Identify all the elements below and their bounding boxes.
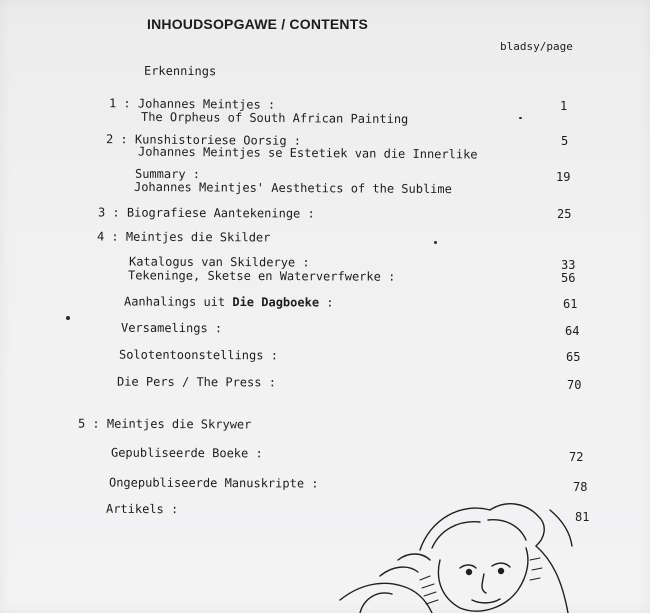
toc-entry-aanhalings-prefix: Aanhalings uit bbox=[123, 294, 233, 310]
toc-page-61: 61 bbox=[563, 297, 578, 311]
toc-page-72: 72 bbox=[569, 450, 584, 464]
toc-entry-2-heading: 2 : Kunshistoriese Oorsig : bbox=[105, 132, 302, 148]
toc-page-81: 81 bbox=[575, 510, 590, 524]
toc-entry-katalogus: Katalogus van Skilderye : bbox=[128, 254, 310, 270]
page-title: INHOUDSOPGAWE / CONTENTS bbox=[147, 16, 369, 32]
toc-entry-summary: Summary : bbox=[134, 166, 201, 182]
toc-page-33: 33 bbox=[561, 258, 576, 272]
portrait-sketch bbox=[300, 480, 650, 613]
ink-dot bbox=[519, 117, 522, 119]
toc-page-56: 56 bbox=[561, 271, 576, 285]
toc-page-19: 19 bbox=[556, 170, 571, 184]
toc-entry-3: 3 : Biografiese Aantekeninge : bbox=[97, 205, 315, 221]
toc-entry-aanhalings-suffix: : bbox=[319, 295, 334, 310]
ink-dot bbox=[434, 241, 437, 244]
toc-entry-versamelings: Versamelings : bbox=[120, 320, 223, 336]
toc-page-64: 64 bbox=[565, 324, 580, 338]
toc-entry-4: 4 : Meintjes die Skilder bbox=[96, 229, 271, 245]
toc-entry-1-subtitle: The Orpheus of South African Painting bbox=[140, 109, 409, 127]
toc-entry-gepubliseerde: Gepubliseerde Boeke : bbox=[110, 445, 263, 461]
toc-entry-solotentoonstellings: Solotentoonstellings : bbox=[118, 347, 278, 363]
toc-entry-aanhalings bbox=[124, 294, 334, 309]
toc-entry-1-heading: 1 : Johannes Meintjes : bbox=[108, 96, 276, 112]
toc-page-5: 5 bbox=[561, 134, 569, 148]
page-column-label: bladsy/page bbox=[500, 40, 573, 53]
toc-entry-tekeninge: Tekeninge, Sketse en Waterverfwerke : bbox=[127, 268, 396, 284]
toc-entry-erkennings: Erkennings bbox=[143, 63, 217, 79]
toc-entry-die-pers: Die Pers / The Press : bbox=[116, 374, 276, 390]
toc-page-70: 70 bbox=[567, 378, 582, 392]
toc-entry-ongepubliseerde: Ongepubliseerde Manuskripte : bbox=[108, 475, 319, 491]
toc-entry-summary-subtitle: Johannes Meintjes' Aesthetics of the Sublime bbox=[133, 179, 452, 197]
ink-dot bbox=[66, 316, 70, 320]
toc-page-78: 78 bbox=[573, 480, 588, 494]
toc-page-25: 25 bbox=[557, 207, 572, 221]
toc-entry-aanhalings-bold: Die Dagboeke bbox=[232, 295, 320, 310]
toc-page-65: 65 bbox=[566, 350, 581, 364]
toc-entry-5: 5 : Meintjes die Skrywer bbox=[77, 416, 252, 432]
toc-entry-2-subtitle: Johannes Meintjes se Estetiek van die Innerlike bbox=[137, 144, 478, 162]
toc-page-1: 1 bbox=[560, 99, 568, 113]
toc-entry-artikels: Artikels : bbox=[105, 501, 179, 517]
